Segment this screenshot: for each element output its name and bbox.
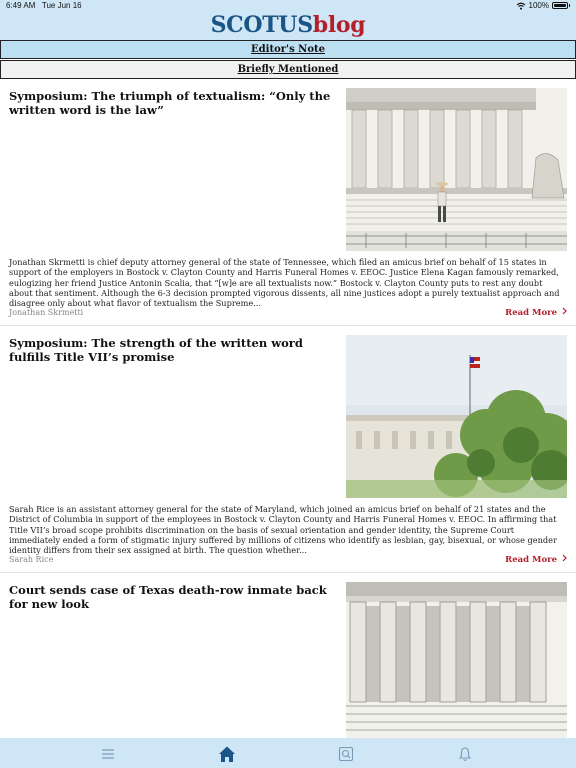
status-left: [6, 1, 82, 10]
status-bar: [0, 0, 576, 12]
status-right: [516, 1, 570, 10]
status-date: Tue Jun 16: [41, 1, 82, 10]
briefly-mentioned-link[interactable]: Briefly Mentioned: [237, 64, 339, 75]
article-title[interactable]: Court sends case of Texas death-row inmate back for new look: [9, 583, 327, 611]
article-title[interactable]: Symposium: The triumph of textualism: “Only the written word is the law”: [9, 89, 331, 117]
article-author: Jonathan Skrmetti: [9, 308, 84, 317]
read-more-label: Read More: [505, 555, 558, 565]
app-header: [0, 12, 576, 40]
read-more-link[interactable]: [505, 307, 567, 318]
read-more-link[interactable]: [505, 554, 567, 565]
article-excerpt: Sarah Rice is an assistant attorney general for the state of Maryland, which joined an amicus brief on behalf of 21 states and the District of Columbia in support of the employees in Bostock v. Clayton County and Harris Funeral Homes v. EEOC. In affirming that Title VII’s broad scope prohibits discrimination on the basis of sexual orientation and gender identity, the Supreme Court immediately ended a form of stigmatic injury suffered by millions of citizens who identify as lesbian, gay, bisexual, or whose gender identity differs from their sex assigned at birth. The question whether...: [9, 504, 557, 556]
article-image[interactable]: [346, 335, 567, 498]
article-card[interactable]: [0, 79, 576, 326]
battery-icon: [552, 2, 568, 9]
home-icon[interactable]: [218, 745, 236, 763]
article-image[interactable]: [346, 88, 567, 251]
status-time: 6:49 AM: [6, 1, 36, 10]
bottom-tab-bar: [0, 738, 576, 768]
bell-icon[interactable]: [457, 746, 473, 762]
article-card[interactable]: [0, 326, 576, 573]
logo-scotus: SCOTUS: [210, 12, 313, 38]
logo-blog: blog: [312, 12, 366, 38]
editors-note-bar[interactable]: [0, 40, 576, 59]
article-author: Sarah Rice: [9, 555, 54, 564]
article-card[interactable]: [0, 573, 576, 738]
briefly-mentioned-bar[interactable]: [0, 60, 576, 79]
article-excerpt: Jonathan Skrmetti is chief deputy attorney general of the state of Tennessee, which filed an amicus brief on behalf of 15 states in support of the employers in Bostock v. Clayton County and Harris Funeral Homes v. EEOC. Justice Elena Kagan famously remarked, eulogizing her friend Justice Antonin Scalia, that “[w]e are all textualists now.” Bostock v. Clayton County puts to rest any doubt about that sentiment. Although the 6-3 decision prompted vigorous dissents, all nine justices adopt a purely textualist approach and disagree only about what flavor of textualism the Supreme...: [9, 257, 560, 309]
read-more-label: Read More: [505, 308, 558, 318]
chevron-right-icon: [562, 554, 567, 562]
search-icon[interactable]: [338, 746, 354, 762]
battery-tip: [569, 4, 570, 7]
article-title[interactable]: Symposium: The strength of the written word fulfills Title VII’s promise: [9, 336, 303, 364]
wifi-icon: [516, 2, 526, 10]
article-image[interactable]: [346, 582, 567, 738]
editors-note-link[interactable]: Editor's Note: [251, 44, 325, 55]
battery-percent: 100%: [528, 1, 549, 10]
menu-icon[interactable]: [100, 746, 116, 762]
scotusblog-logo[interactable]: [0, 12, 576, 38]
chevron-right-icon: [562, 307, 567, 315]
